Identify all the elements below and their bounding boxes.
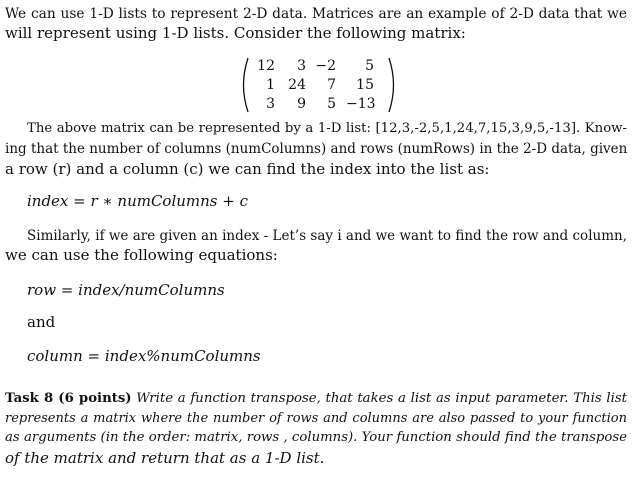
matrix-cell: −13 — [346, 96, 376, 112]
para2-line-3: a row (r) and a column (c) we can find the index into the list as: — [5, 160, 490, 178]
intro-line-2: will represent using 1-D lists. Consider the following matrix: — [5, 24, 466, 42]
matrix-cell: 1 — [266, 77, 275, 93]
matrix-cell: 12 — [257, 58, 275, 74]
matrix-cell: 3 — [266, 96, 275, 112]
para2-line-1: The above matrix can be represented by a 1-D list: [12,3,-2,5,1,24,7,15,3,9,5,-13]. Know- — [27, 121, 627, 136]
matrix-cell: 24 — [288, 77, 306, 93]
matrix — [236, 56, 401, 114]
task-line-4: of the matrix and return that as a 1-D list. — [5, 449, 325, 467]
para3-line-1: Similarly, if we are given an index - Let’s say i and we want to find the row and column, — [27, 228, 627, 244]
task-label: Task 8 (6 points) — [5, 391, 132, 406]
matrix-cell: 5 — [327, 96, 336, 112]
matrix-cell: −2 — [315, 58, 336, 74]
intro-line-1: We can use 1-D lists to represent 2-D data. Matrices are an example of 2-D data that we — [5, 6, 627, 22]
matrix-cell: 3 — [297, 58, 306, 74]
equation-index: index = r ∗ numColumns + c — [27, 192, 249, 210]
para2-line-2: ing that the number of columns (numColumns) and rows (numRows) in the 2-D data, given — [5, 141, 628, 157]
task-line-3: as arguments (in the order: matrix, rows , columns). Your function should find the transpose — [5, 430, 627, 445]
and-word: and — [27, 313, 56, 331]
para3-line-2: we can use the following equations: — [5, 246, 278, 264]
task-line-2: represents a matrix where the number of rows and columns are also passed to your function — [5, 411, 627, 426]
equation-column: column = index%numColumns — [27, 347, 261, 365]
task-line-1 — [5, 389, 627, 409]
equation-row: row = index/numColumns — [27, 281, 225, 299]
matrix-cell: 7 — [327, 77, 336, 93]
task-line-1-text: Write a function transpose, that takes a list as input parameter. This list — [136, 391, 627, 406]
matrix-cell: 9 — [297, 96, 306, 112]
matrix-cell: 15 — [356, 77, 374, 93]
matrix-cell: 5 — [365, 58, 374, 74]
